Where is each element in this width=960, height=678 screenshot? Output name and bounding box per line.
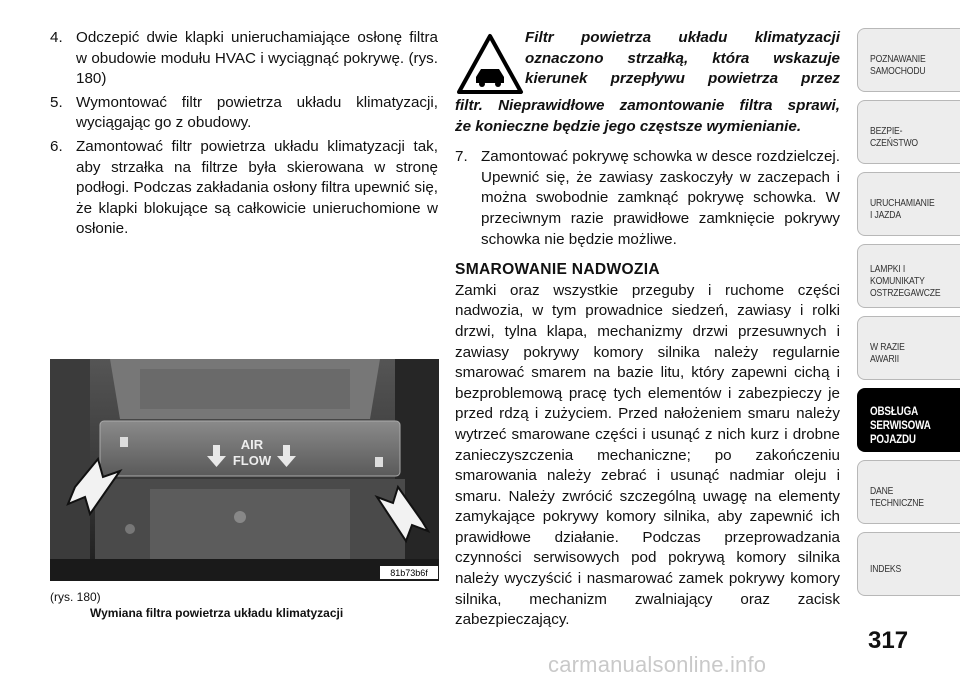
warning-triangle-car-icon bbox=[455, 32, 525, 96]
tab-obsluga-serwisowa[interactable] bbox=[857, 388, 960, 452]
tab-lampki-i-komunikaty[interactable] bbox=[857, 244, 960, 308]
step-number: 7. bbox=[455, 148, 468, 166]
tab-bezpieczenstwo[interactable] bbox=[857, 100, 960, 164]
chapter-tabs bbox=[857, 28, 960, 604]
tab-label: W RAZIE AWARII bbox=[870, 341, 905, 365]
tab-label: LAMPKI I KOMUNIKATY OSTRZEGAWCZE bbox=[870, 263, 941, 299]
step-7 bbox=[455, 147, 840, 250]
filter-photo bbox=[50, 359, 439, 581]
warning-line: kierunek przepływu powietrza przez bbox=[525, 70, 840, 88]
figure-caption: Wymiana filtra powietrza układu klimatyzacji bbox=[90, 606, 344, 620]
tab-label: BEZPIE- CZEŃSTWO bbox=[870, 125, 918, 149]
tab-w-razie-awarii[interactable] bbox=[857, 316, 960, 380]
step-text: Zamontować filtr powietrza układu klimatyzacji tak, aby strzałka na filtrze była skierowana w stronę podłogi. Podczas zakładania osłony filtra upewnić się, że klapki blokujące są całkowicie unieruchomione w osłonie. bbox=[76, 137, 438, 238]
warning-line: filtr. Nieprawidłowe zamontowanie filtra sprawi, bbox=[455, 97, 840, 114]
warning-line: Filtr powietrza układu klimatyzacji bbox=[525, 29, 840, 46]
tab-label: OBSŁUGA SERWISOWA POJAZDU bbox=[870, 404, 931, 446]
step-text: Zamontować pokrywę schowka w desce rozdzielczej. Upewnić się, że zawiasy zaskoczyły w zaczepach i można swobodnie zamknąć pokrywę schowka. W przeciwnym razie prawidłowe zamknięcie pokrywy schowka nie będzie możliwe. bbox=[481, 148, 840, 248]
warning-box bbox=[455, 28, 840, 137]
tab-dane-techniczne[interactable] bbox=[857, 460, 960, 524]
step-4 bbox=[50, 28, 438, 90]
left-column bbox=[50, 28, 438, 243]
tab-poznawanie-samochodu[interactable] bbox=[857, 28, 960, 92]
step-number: 5. bbox=[50, 93, 63, 111]
warning-line: oznaczono strzałką, która wskazuje bbox=[525, 49, 840, 67]
tab-label: POZNAWANIE SAMOCHODU bbox=[870, 53, 926, 77]
section-paragraph: Zamki oraz wszystkie przeguby i ruchome części nadwozia, w tym prowadnice siedzeń, zawiasy i rolki drzwi, tylna klapa, mechanizmy drzwi przesuwnych i zawiasy pokrywy komory silnika należy regularnie smarować smarem na bazie litu, który zapewni cichą i bezproblemową pracę tych elementów i zabezpieczy je przed rdzą i zużyciem. Przed nałożeniem smaru należy wytrzeć smarowane części i usunąć z nich kurz i drobne zanieczyszczenia mechaniczne; po zakończeniu smarowania należy zebrać i usunąć nadmiar oleju i smaru. Należy zwrócić szczególną uwagę na elementy zamykające pokrywy komory silnika, aby zapewnić ich prawidłowe działanie. Podczas przeprowadzania czynności serwisowych pod pokrywą komory silnika należy wyczyścić i nasmarować zamek pokrywy komory silnika, mechanizm zwalniający oraz zacisk zabezpieczający. bbox=[455, 281, 840, 629]
figure-filter-replacement bbox=[50, 359, 439, 581]
step-6 bbox=[50, 137, 438, 240]
flow-label: FLOW bbox=[232, 453, 272, 468]
tab-label: DANE TECHNICZNE bbox=[870, 485, 924, 509]
step-number: 6. bbox=[50, 137, 63, 155]
figure-reference: (rys. 180) bbox=[50, 590, 101, 604]
right-column bbox=[455, 28, 840, 631]
page-number: 317 bbox=[868, 627, 909, 654]
step-text: Wymontować filtr powietrza układu klimatyzacji, wyciągając go z obudowy. bbox=[76, 93, 438, 132]
step-number: 4. bbox=[50, 29, 63, 46]
air-label: AIR bbox=[240, 437, 264, 452]
tab-indeks[interactable] bbox=[857, 532, 960, 596]
tab-label: INDEKS bbox=[870, 563, 902, 575]
warning-line: że konieczne będzie jego częstsze wymienianie. bbox=[455, 117, 802, 135]
step-text: Odczepić dwie klapki unieruchamiające osłonę filtra w obudowie modułu HVAC i wyciągnąć pokrywę. (rys. 180) bbox=[76, 29, 438, 88]
section-title: SMAROWANIE NADWOZIA bbox=[455, 261, 660, 279]
figure-code: 81b73b6f bbox=[390, 568, 428, 578]
watermark: carmanualsonline.info bbox=[548, 652, 767, 677]
step-5 bbox=[50, 93, 438, 134]
tab-uruchamianie-i-jazda[interactable] bbox=[857, 172, 960, 236]
tab-label: URUCHAMIANIE I JAZDA bbox=[870, 197, 935, 221]
